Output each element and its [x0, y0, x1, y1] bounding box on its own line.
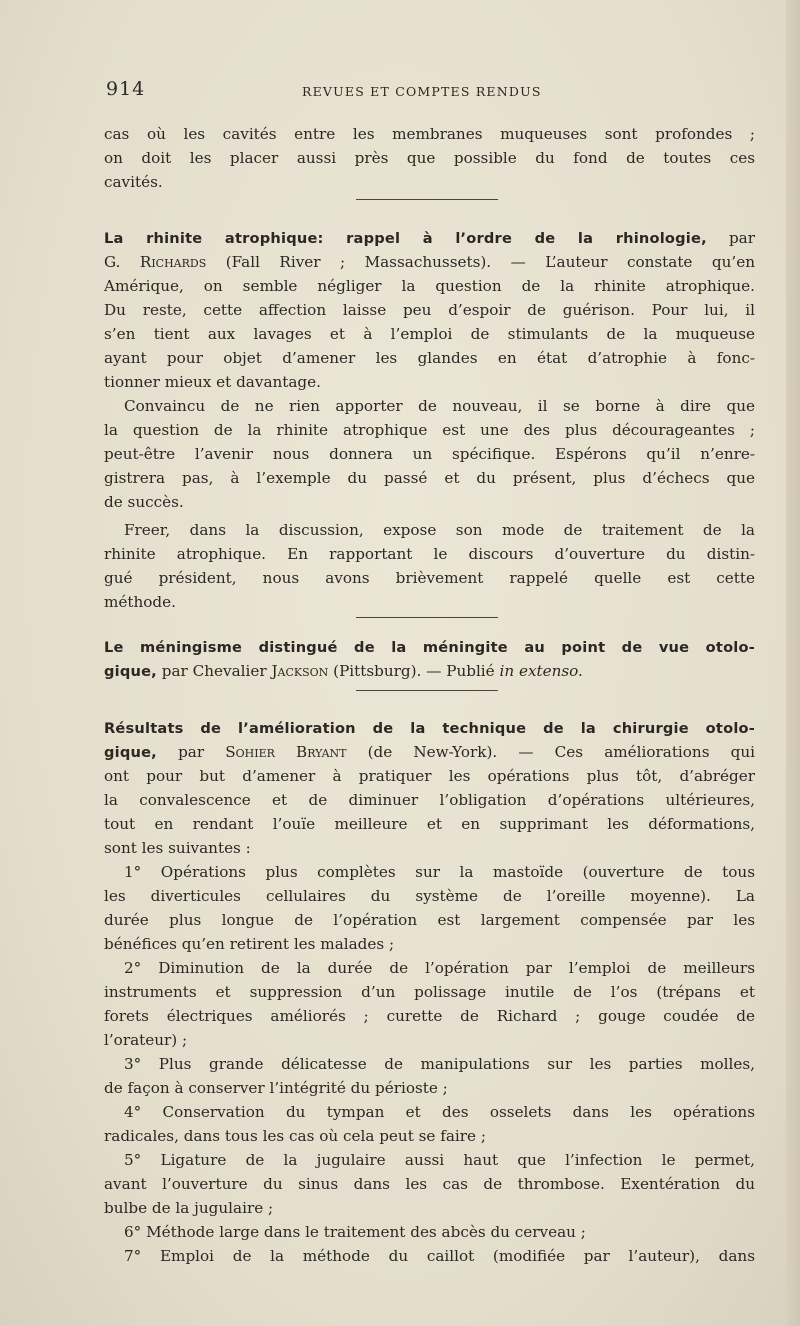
article1-line: tionner mieux et davantage. — [104, 373, 321, 391]
article1-line: Du reste, cette affection laisse peu d’espoir de guérison. Pour lui, il — [104, 301, 755, 319]
article1-para2-line: gistrera pas, à l’exemple du passé et du présent, plus d’échecs que — [104, 469, 755, 487]
intro-line-2: on doit les placer aussi près que possible du fond de toutes ces — [104, 149, 755, 167]
separator-rule — [356, 690, 498, 691]
list-item-text: 5° Ligature de la jugulaire aussi haut que l’infection le permet, — [124, 1151, 755, 1169]
article1-para3-line: rhinite atrophique. En rapportant le discours d’ouverture du distin- — [104, 545, 755, 563]
article2-title-end: gique, — [104, 663, 157, 680]
article3-author: Sohier Bryant — [225, 743, 347, 761]
intro-line-3: cavités. — [104, 173, 163, 191]
article3-title: Résultats de l’amélioration de la technique de la chirurgie otolo- — [104, 720, 755, 737]
list-item-line — [104, 1245, 755, 1269]
article1-para3-line: méthode. — [104, 593, 176, 611]
article1-para2-line — [104, 395, 755, 419]
article1-line: s’en tient aux lavages et à l’emploi de stimulants de la muqueuse — [104, 325, 755, 343]
list-item-line: bulbe de la jugulaire ; — [104, 1199, 274, 1217]
list-item-text: 6° Méthode large dans le traitement des abcès du cerveau ; — [124, 1223, 586, 1241]
list-item-line: forets électriques améliorés ; curette de Richard ; gouge coudée de — [104, 1007, 755, 1025]
list-item-line: instruments et suppression d’un polissage inutile de l’os (trépans et — [104, 983, 755, 1001]
article2-in-extenso: in extenso. — [499, 662, 583, 680]
para3-text: Freer, dans la discussion, expose son mode de traitement de la — [124, 521, 755, 539]
article2-title: Le méningisme distingué de la méningite au point de vue otolo- — [104, 639, 755, 656]
list-item-text: 1° Opérations plus complètes sur la mastoïde (ouverture de tous — [124, 863, 755, 881]
article2-heading-line1 — [104, 636, 755, 660]
article3-title-end: gique, — [104, 744, 157, 761]
article2-place: (Pittsburg). — Publié — [328, 662, 500, 680]
article1-heading — [104, 227, 755, 251]
list-item-text: 3° Plus grande délicatesse de manipulations sur les parties molles, — [124, 1055, 755, 1073]
list-item-line: durée plus longue de l’opération est largement compensée par les — [104, 911, 755, 929]
article3-line: sont les suivantes : — [104, 839, 251, 857]
separator-rule — [356, 199, 498, 200]
article3-line: la convalescence et de diminuer l’obligation d’opérations ultérieures, — [104, 791, 755, 809]
list-item-text: 2° Diminution de la durée de l’opération par l’emploi de meilleurs — [124, 959, 755, 977]
list-item-line — [104, 1101, 755, 1125]
article1-line — [104, 251, 755, 275]
list-item-text: 7° Emploi de la méthode du caillot (modifiée par l’auteur), dans — [124, 1247, 755, 1265]
list-item-text: 4° Conservation du tympan et des osselets dans les opérations — [124, 1103, 755, 1121]
list-item-line — [104, 957, 755, 981]
article1-para2-line: peut-être l’avenir nous donnera un spécifique. Espérons qu’il n’enre- — [104, 445, 755, 463]
article1-para2-line: de succès. — [104, 493, 184, 511]
page-edge — [786, 0, 800, 1326]
article3-line: tout en rendant l’ouïe meilleure et en supprimant les déformations, — [104, 815, 755, 833]
article3-line2-rest: (de New-York). — Ces améliorations qui — [346, 743, 755, 761]
list-item-line — [104, 1221, 755, 1245]
list-item-line: avant l’ouverture du sinus dans les cas de thrombose. Exentération du — [104, 1175, 755, 1193]
list-item-line: bénéfices qu’en retirent les malades ; — [104, 935, 395, 953]
article1-para2-line: la question de la rhinite atrophique est une des plus décourageantes ; — [104, 421, 755, 439]
article1-author-initial: G. — [104, 253, 140, 271]
article2-author: Jackson — [271, 662, 329, 680]
article1-line: ayant pour objet d’amener les glandes en état d’atrophie à fonc- — [104, 349, 755, 367]
list-item-line — [104, 861, 755, 885]
list-item-line: radicales, dans tous les cas où cela peut se faire ; — [104, 1127, 486, 1145]
article1-author: Richards — [139, 253, 207, 271]
article2-by: par Chevalier — [156, 662, 272, 680]
article1-line2-rest: (Fall River ; Massachussets). — L’auteur constate qu’en — [206, 253, 755, 271]
list-item-line: l’orateur) ; — [104, 1031, 188, 1049]
list-item-line: les diverticules cellulaires du système de l’oreille moyenne). La — [104, 887, 755, 905]
para2-text: Convaincu de ne rien apporter de nouveau, il se borne à dire que — [124, 397, 755, 415]
article1-para3-line — [104, 519, 755, 543]
article1-line: Amérique, on semble négliger la question de la rhinite atrophique. — [104, 277, 755, 295]
intro-line-1: cas où les cavités entre les membranes muqueuses sont profondes ; — [104, 125, 755, 143]
article3-by: par — [156, 743, 226, 761]
article3-heading-line1 — [104, 717, 755, 741]
article3-heading-line2 — [104, 741, 755, 765]
article3-line: ont pour but d’amener à pratiquer les opérations plus tôt, d’abréger — [104, 767, 755, 785]
list-item-line: de façon à conserver l’intégrité du périoste ; — [104, 1079, 448, 1097]
page-number: 914 — [106, 78, 146, 100]
article1-para3-line: gué président, nous avons brièvement rappelé quelle est cette — [104, 569, 755, 587]
list-item-line — [104, 1053, 755, 1077]
running-head — [106, 78, 756, 102]
article1-by: par — [706, 229, 755, 247]
list-item-line — [104, 1149, 755, 1173]
article1-title: La rhinite atrophique: rappel à l’ordre de la rhinologie, — [104, 230, 707, 247]
running-title: REVUES ET COMPTES RENDUS — [302, 84, 542, 99]
separator-rule — [356, 617, 498, 618]
article2-heading-line2 — [104, 660, 755, 684]
